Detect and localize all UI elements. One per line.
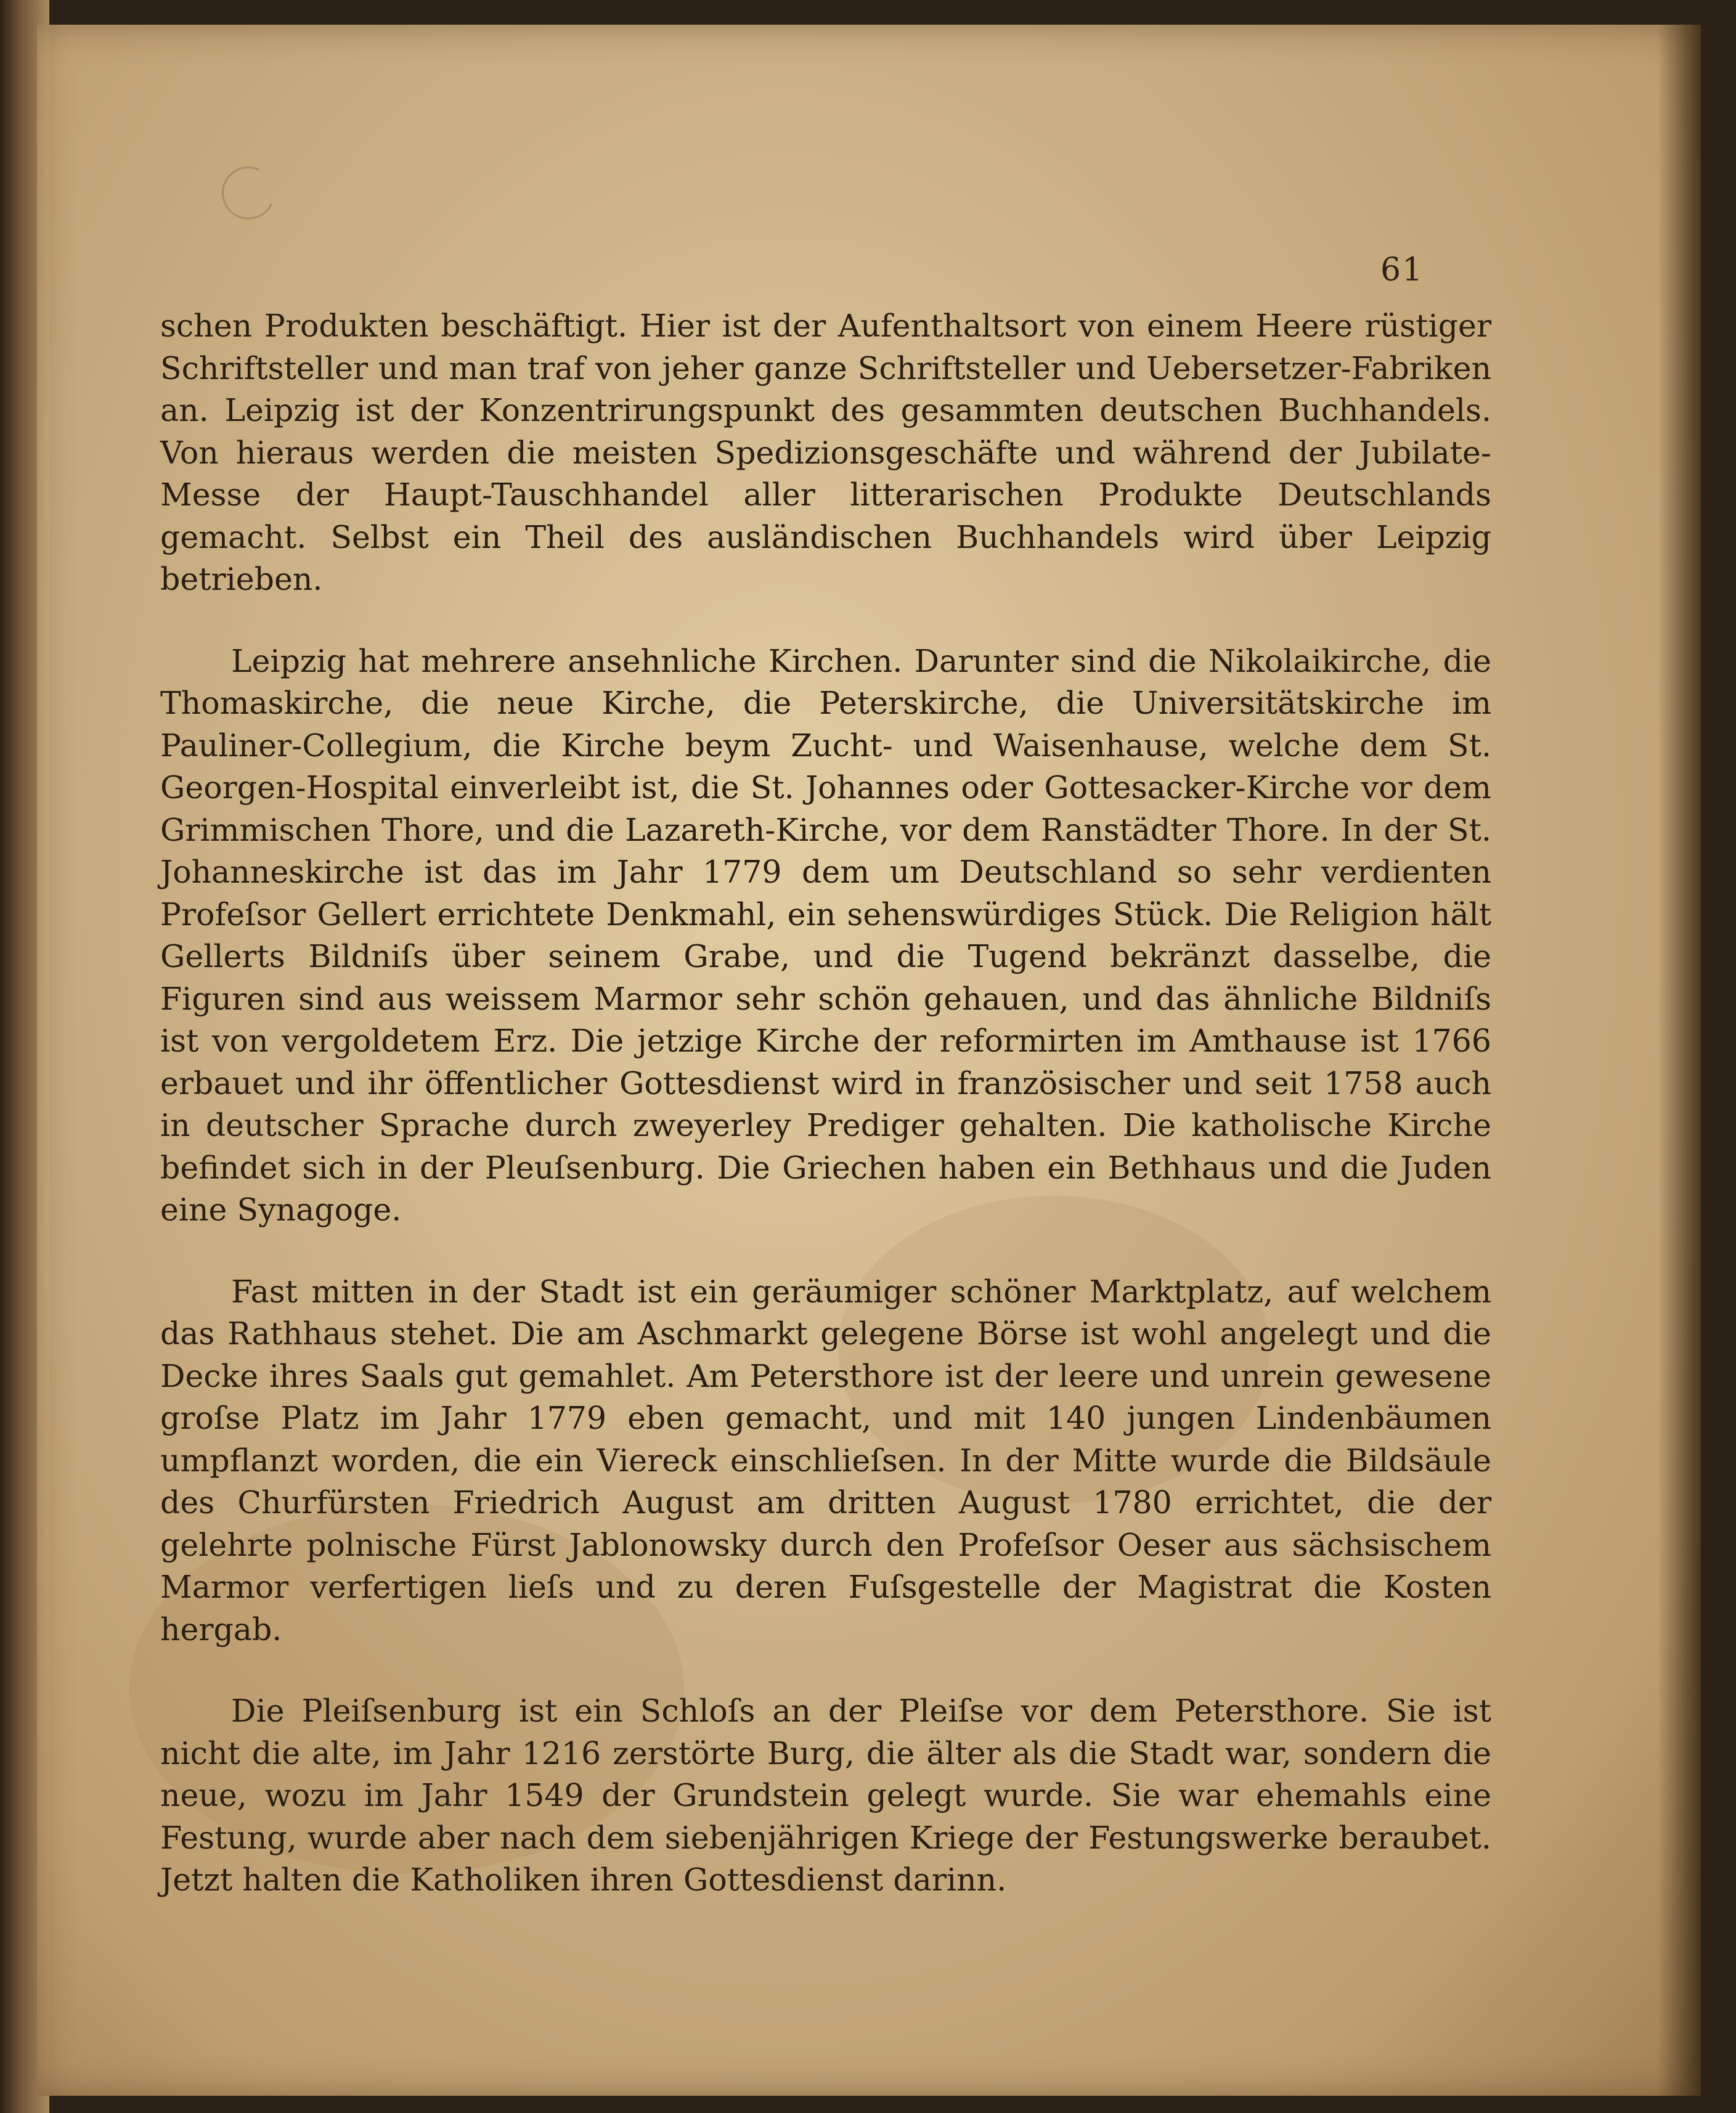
pencil-mark	[214, 159, 282, 227]
page-edge-shadow	[1658, 25, 1701, 2096]
paragraph-4: Die Pleiſsenburg ist ein Schloſs an der Pleiſse vor dem Petersthore. Sie ist nicht die alte, im Jahr 1216 zerstörte Burg, die älter als die Stadt war, sondern die neue, wozu im Jahr 1549 der Grundstein gelegt wurde. Sie war ehemahls eine Festung, wurde aber nach dem siebenjährigen Kriege der Festungswerke beraubet. Jetzt halten die Katholiken ihren Gottesdienst darinn.	[160, 1693, 1491, 1898]
paragraph-3: Fast mitten in der Stadt ist ein geräumiger schöner Marktplatz, auf welchem das Rathhaus stehet. Die am Aschmarkt gelegene Börse ist wohl angelegt und die Decke ihres Saals gut gemahlet. Am Petersthore ist der leere und unrein gewesene groſse Platz im Jahr 1779 eben gemacht, und mit 140 jungen Lindenbäumen umpflanzt worden, die ein Viereck einschlieſsen. In der Mitte wurde die Bildsäule des Churfürsten Friedrich August am dritten August 1780 errichtet, die der gelehrte polnische Fürst Jablonowsky durch den Profeſsor Oeser aus sächsischem Marmor verfertigen lieſs und zu deren Fuſsgestelle der Magistrat die Kosten hergab.	[160, 1273, 1491, 1648]
paragraph-1: schen Produkten beschäftigt. Hier ist der Aufenthaltsort von einem Heere rüstiger Schriftsteller und man traf von jeher ganze Schriftsteller und Uebersetzer-Fabriken an. Leipzig ist der Konzentrirungspunkt des gesammten deutschen Buchhandels. Von hieraus werden die meisten Spedizionsgeschäfte und während der Jubilate-Messe der Haupt-Tauschhandel aller litterarischen Produkte Deutschlands gemacht. Selbst ein Theil des ausländischen Buchhandels wird über Leipzig betrieben.	[160, 308, 1491, 597]
book-page	[37, 25, 1701, 2096]
body-text	[160, 305, 1491, 1902]
page-number: 61	[1380, 251, 1424, 288]
paragraph-2: Leipzig hat mehrere ansehnliche Kirchen. Darunter sind die Nikolaikirche, die Thomaskirche, die neue Kirche, die Peterskirche, die Universitätskirche im Pauliner-Collegium, die Kirche beym Zucht- und Waisenhause, welche dem St. Georgen-Hospital einverleibt ist, die St. Johannes oder Gottesacker-Kirche vor dem Grimmischen Thore, und die Lazareth-Kirche, vor dem Ranstädter Thore. In der St. Johanneskirche ist das im Jahr 1779 dem um Deutschland so sehr verdienten Profeſsor Gellert errichtete Denkmahl, ein sehenswürdiges Stück. Die Religion hält Gellerts Bildniſs über seinem Grabe, und die Tugend bekränzt dasselbe, die Figuren sind aus weissem Marmor sehr schön gehauen, und das ähnliche Bildniſs ist von vergoldetem Erz. Die jetzige Kirche der reformirten im Amthause ist 1766 erbauet und ihr öffentlicher Gottesdienst wird in französischer und seit 1758 auch in deutscher Sprache durch zweyerley Prediger gehalten. Die katholische Kirche befindet sich in der Pleuſsenburg. Die Griechen haben ein Bethhaus und die Juden eine Synagoge.	[160, 642, 1491, 1228]
